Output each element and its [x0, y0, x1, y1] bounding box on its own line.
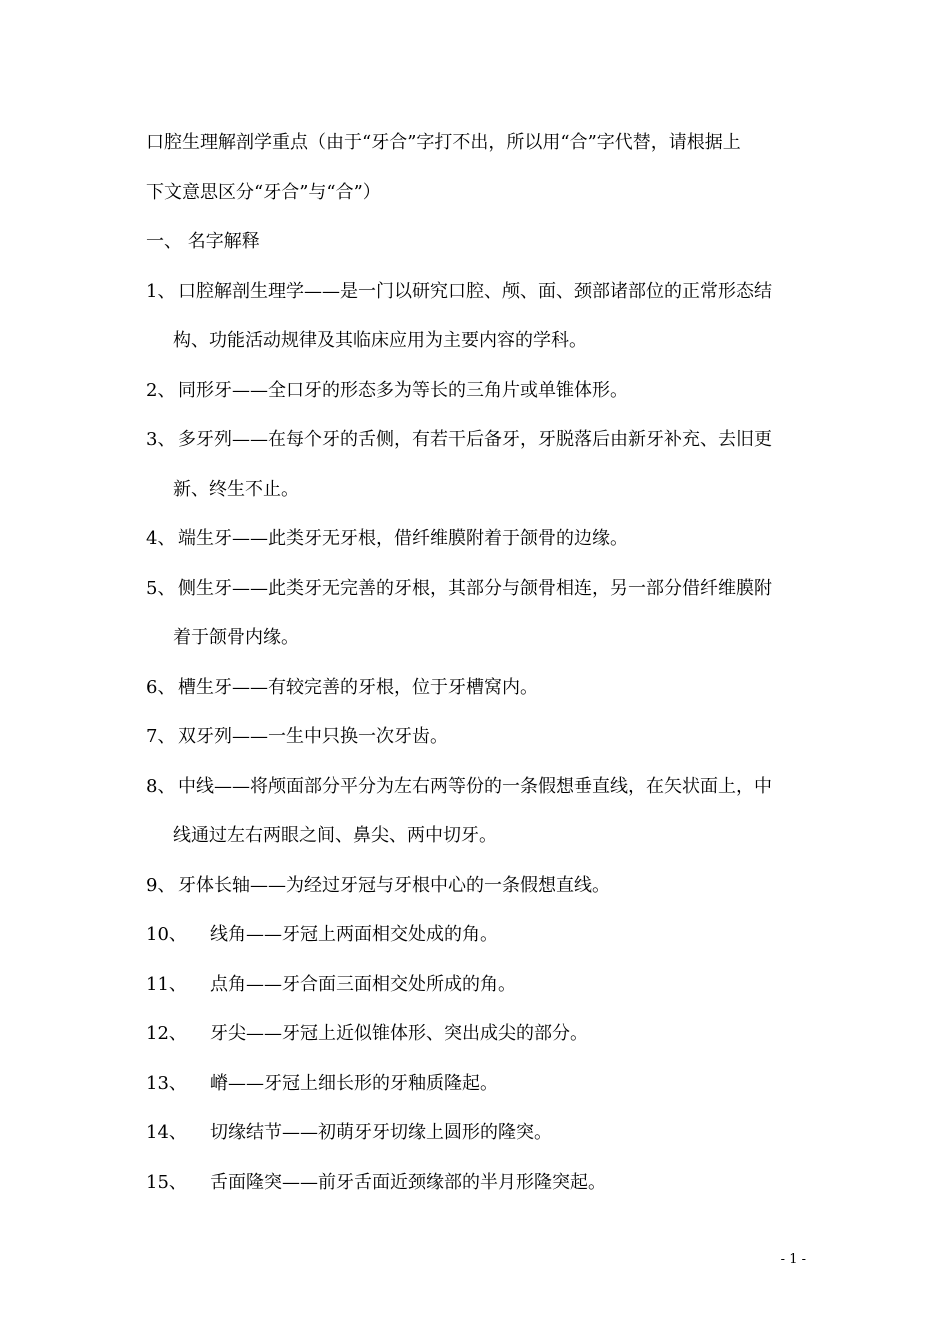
item-continuation: 新、终生不止。 — [173, 478, 299, 500]
page-number: - 1 - — [780, 1252, 806, 1267]
item-number: 14、 — [146, 1122, 187, 1143]
list-item — [146, 366, 810, 416]
item-text: 多牙列——在每个牙的舌侧，有若干后备牙，牙脱落后由新牙补充、去旧更 — [178, 429, 772, 450]
item-number: 8、 — [146, 775, 176, 797]
item-text: 牙尖——牙冠上近似锥体形、突出成尖的部分。 — [210, 1023, 588, 1044]
list-item — [146, 861, 810, 911]
item-number: 2、 — [146, 379, 176, 401]
item-text: 口腔解剖生理学——是一门以研究口腔、颅、面、颈部诸部位的正常形态结 — [178, 280, 772, 302]
item-number: 11、 — [146, 973, 187, 995]
intro-line-1: 口腔生理解剖学重点（由于“牙合”字打不出，所以用“合”字代替，请根据上 — [146, 132, 741, 153]
list-item — [146, 267, 810, 317]
item-number: 1、 — [146, 280, 176, 302]
list-item — [146, 663, 810, 713]
item-number: 15、 — [146, 1171, 187, 1193]
item-text: 同形牙——全口牙的形态多为等长的三角片或单锥体形。 — [178, 379, 628, 401]
item-text: 侧生牙——此类牙无完善的牙根，其部分与颌骨相连，另一部分借纤维膜附 — [178, 577, 772, 599]
item-number: 10、 — [146, 924, 187, 945]
item-text: 牙体长轴——为经过牙冠与牙根中心的一条假想直线。 — [178, 874, 610, 896]
section-heading: 一、 名字解释 — [146, 231, 260, 252]
item-number: 4、 — [146, 528, 176, 549]
item-continuation: 线通过左右两眼之间、鼻尖、两中切牙。 — [173, 825, 497, 846]
item-text: 嵴——牙冠上细长形的牙釉质隆起。 — [210, 1072, 498, 1094]
list-item — [146, 1059, 810, 1109]
item-text: 点角——牙合面三面相交处所成的角。 — [210, 973, 516, 995]
item-text: 槽生牙——有较完善的牙根，位于牙槽窝内。 — [178, 676, 538, 698]
item-text: 舌面隆突——前牙舌面近颈缘部的半月形隆突起。 — [210, 1171, 606, 1193]
list-item — [146, 960, 810, 1010]
document-body — [146, 118, 810, 1207]
intro-line-2: 下文意思区分“牙合”与“合”） — [146, 181, 381, 203]
list-item — [146, 762, 810, 812]
list-item — [146, 415, 810, 465]
list-item — [146, 712, 810, 762]
item-number: 6、 — [146, 676, 176, 698]
item-number: 9、 — [146, 874, 176, 896]
item-number: 12、 — [146, 1023, 187, 1044]
item-continuation: 着于颌骨内缘。 — [173, 627, 299, 648]
list-item — [146, 1009, 810, 1059]
item-number: 5、 — [146, 577, 176, 599]
item-text: 线角——牙冠上两面相交处成的角。 — [210, 924, 498, 945]
list-item — [146, 910, 810, 960]
list-item — [146, 514, 810, 564]
item-continuation: 构、功能活动规律及其临床应用为主要内容的学科。 — [173, 330, 587, 351]
item-text: 双牙列——一生中只换一次牙齿。 — [178, 726, 448, 747]
item-number: 13、 — [146, 1072, 187, 1094]
item-text: 端生牙——此类牙无牙根，借纤维膜附着于颌骨的边缘。 — [178, 528, 628, 549]
item-text: 中线——将颅面部分平分为左右两等份的一条假想垂直线，在矢状面上，中 — [178, 775, 772, 797]
item-text: 切缘结节——初萌牙牙切缘上圆形的隆突。 — [210, 1122, 552, 1143]
list-item — [146, 564, 810, 614]
list-item — [146, 1108, 810, 1158]
item-number: 3、 — [146, 429, 176, 450]
definition-list — [146, 267, 810, 1208]
item-number: 7、 — [146, 726, 176, 747]
list-item — [146, 1158, 810, 1208]
